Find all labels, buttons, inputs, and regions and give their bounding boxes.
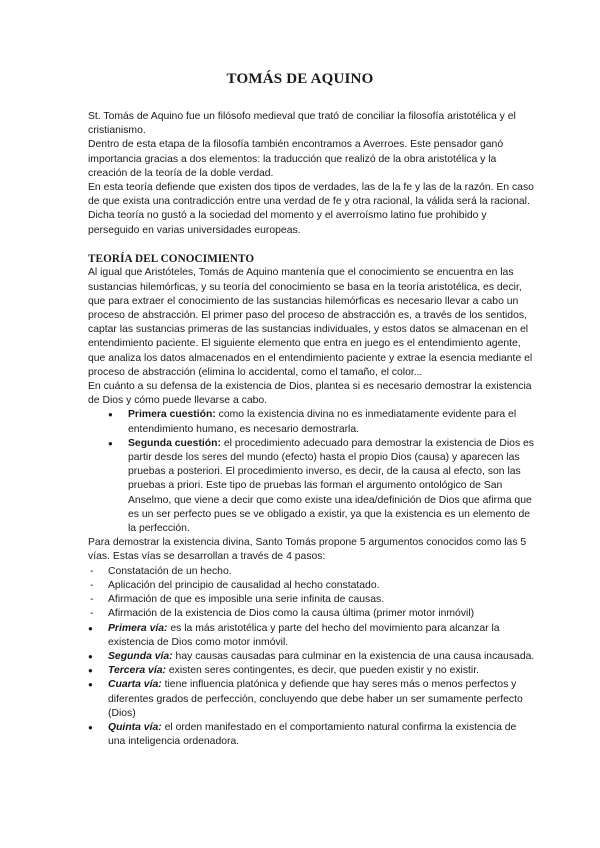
list-item: - Aplicación del principio de causalidad al hecho constatado. xyxy=(88,579,536,593)
section-heading: TEORÍA DEL CONOCIMIENTO xyxy=(88,252,255,265)
way-text: es la más aristotélica y parte del hecho del movimiento para alcanzar la existencia de Dios como motor inmóvil. xyxy=(108,622,500,648)
way-label: Quinta vía: xyxy=(108,721,162,733)
list-item xyxy=(88,650,536,664)
way-label: Tercera vía: xyxy=(108,665,166,677)
question-label: Primera cuestión: xyxy=(128,409,216,421)
ways-list xyxy=(88,622,536,750)
way-label: Primera vía: xyxy=(108,622,168,634)
list-item: - Constatación de un hecho. xyxy=(88,565,536,579)
questions-list xyxy=(108,408,536,536)
god-paragraph: En cuánto a su defensa de la existencia de Dios, plantea si es necesario demostrar la existencia de Dios y cómo puede llevarse a cabo. xyxy=(88,381,532,407)
list-item: - Afirmación de la existencia de Dios como la causa última (primer motor inmóvil) xyxy=(88,607,536,621)
document-body xyxy=(88,110,536,749)
list-item xyxy=(88,664,536,678)
question-label: Segunda cuestión: xyxy=(128,437,221,449)
list-item xyxy=(108,437,536,536)
knowledge-paragraph: Al igual que Aristóteles, Tomás de Aquino mantenía que el conocimiento se encuentra en las sustancias hilemórficas, y su teoría del conocimiento se basa en la teoría aristotélica, es decir, que para extraer el conocimiento de las sustancias hilemórficas es necesario llevar a cabo un proceso de abstracción. El primer paso del proceso de abstracción es, a través de los sentidos, captar las sustancias primeras de las sustancias individuales, y estos datos se almacenan en el entendimiento paciente. El siguiente elemento que entra en juego es el entendimiento agente, que analiza los datos almacenados en el entendimiento paciente y extrae la esencia mediante el proceso de abstracción (elimina lo accidental, como el tamaño, el color... xyxy=(88,267,533,378)
intro-paragraph: Dentro de esta etapa de la filosofía también encontramos a Averroes. Este pensador ganó importancia gracias a dos elementos: la traducción que realizó de la obra aristotélica y la creación de la teoría de la doble verdad. xyxy=(88,139,504,179)
way-label: Cuarta vía: xyxy=(108,679,162,691)
way-text: hay causas causadas para culminar en la existencia de una causa incausada. xyxy=(172,650,535,662)
way-text: existen seres contingentes, es decir, que pueden existir y no existir. xyxy=(165,665,480,677)
list-item xyxy=(88,721,536,749)
ways-paragraph: Para demostrar la existencia divina, Santo Tomás propone 5 argumentos conocidos como las 5 vías. Estas vías se desarrollan a través de 4 pasos: xyxy=(88,537,527,563)
steps-list xyxy=(88,565,536,622)
way-label: Segunda vía: xyxy=(108,650,173,662)
document-title: TOMÁS DE AQUINO xyxy=(226,71,374,87)
way-text: el orden manifestado en el comportamiento natural confirma la existencia de una inteligencia ordenadora. xyxy=(108,721,517,748)
list-item xyxy=(88,622,536,650)
way-text: tiene influencia platónica y defiende que hay seres más o menos perfectos y diferentes grados de perfección, concluyendo que debe haber un ser sumamente perfecto (Dios) xyxy=(108,679,523,719)
intro-paragraph: St. Tomás de Aquino fue un filósofo medieval que trató de conciliar la filosofía aristotélica y el cristianismo. xyxy=(88,111,516,137)
intro-paragraph: En esta teoría defiende que existen dos tipos de verdades, las de la fe y las de la razón. En caso de que exista una contradicción entre una verdad de fe y otra racional, la válida será la racional. Dicha teoría no gustó a la sociedad del momento y el averroísmo latino fue prohibido y perseguido en varias universidades europeas. xyxy=(88,182,534,236)
list-item xyxy=(88,678,536,721)
intro-section xyxy=(88,110,536,238)
question-text: el procedimiento adecuado para demostrar la existencia de Dios es partir desde los seres del mundo (efecto) hasta el propio Dios (causa) y aparecen las pruebas a posteriori. El procedimiento inverso, es decir, de la causa al efecto, son las pruebas a priori. Este tipo de pruebas las forman el argumento ontológico de San Anselmo, que viene a decir que como existe una idea/definición de Dios que afirma que es un ser perfecto pues se ve obligado a existir, ya que la existencia es un elemento de la perfección. xyxy=(128,437,535,535)
list-item xyxy=(108,408,536,436)
question-text: como la existencia divina no es inmediatamente evidente para el entendimiento humano, es necesario demostrarla. xyxy=(128,409,517,435)
list-item: - Afirmación de que es imposible una serie infinita de causas. xyxy=(88,593,536,607)
